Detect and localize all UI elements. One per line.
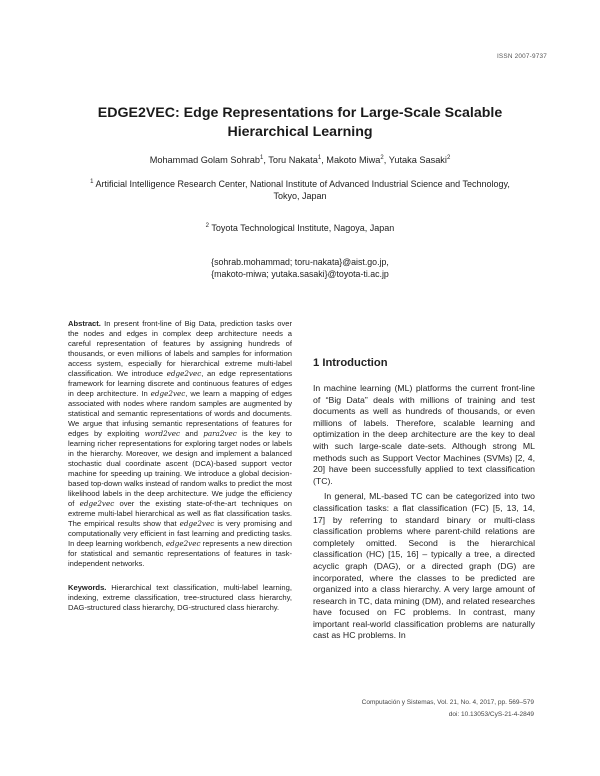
abstract-math: edge2vec <box>179 519 215 528</box>
doi: doi: 10.13053/CyS-21-4-2849 <box>448 711 534 718</box>
affiliation-mark: 2 <box>205 223 210 229</box>
abstract-text: , an edge representations framework for learning discrete and continuous features of edges in deep architecture. In <box>68 369 293 398</box>
author-list <box>60 152 540 166</box>
keywords <box>68 583 292 613</box>
author-name: Makoto Miwa <box>326 155 381 166</box>
abstract-text: is very promising and computationally very efficient in fast learning and predicting tasks. In deep learning workbench, <box>68 519 293 548</box>
intro-paragraph: In machine learning (ML) platforms the current front-line of “Big Data” deals with millions of training and test documents as well as hundreds of thousands, or even millions of labels. Therefore, scalable learning and optimization in the deep architecture are the key to deal with such large-scale date-sets. Although strong ML methods such as Support Vector Machines (SVMs) [2, 4, 20] have been successfully applied to text classification (TC). <box>313 383 535 486</box>
author-separator: , <box>383 155 389 166</box>
paper-title: EDGE2VEC: Edge Representations for Large-Scale Scalable Hierarchical Learning <box>97 105 503 140</box>
abstract-math: edge2vec <box>165 539 201 548</box>
author-affil-mark: 1 <box>260 155 264 161</box>
abstract-text: represents a new direction for statistical and semantic representations of features in task-independent networks. <box>68 539 292 568</box>
author-separator: , <box>321 155 327 166</box>
intro-paragraph: In general, ML-based TC can be categorized into two classification tasks: a flat classification (FC) [5, 13, 14, 17] by referring to standard binary or multi-class classification problems where parent-child relations are completely omitted. Second is the hierarchical classification (HC) [15, 16] – typically a tree, a directed acyclic graph (DAG), or a directed graph (DG) are incorporated, where the classes to be predicted are organized into a class hierarchy. A very large amount of research in TC, data mining (DM), and related researches have focused on FC problems. In contrast, many important real-world classification problems are naturally cast as HC problems. In <box>313 491 535 641</box>
abstract-text: over the existing state-of-the-art techniques on extreme multi-label hierarchical as well as flat classification tasks. The empirical results show that <box>68 499 292 528</box>
author-name: Toru Nakata <box>268 155 318 166</box>
keywords-label: Keywords. <box>68 583 107 592</box>
page-footer <box>0 697 534 721</box>
issn: ISSN 2007-9737 <box>496 53 547 60</box>
author-name: Mohammad Golam Sohrab <box>149 155 260 166</box>
email-block <box>80 257 520 280</box>
abstract-math: para2vec <box>203 429 237 438</box>
keywords-text: Hierarchical text classification, multi-label learning, indexing, extreme classification, tree-structured class hierarchy, DAG-structured class hierarchy, DG-structured class hierarchy. <box>68 583 292 612</box>
intro-body <box>313 383 535 642</box>
affiliation-text: Artificial Intelligence Research Center, National Institute of Advanced Industrial Science and Technology, Tokyo, Japan <box>95 179 510 201</box>
author-name: Yutaka Sasaki <box>388 155 447 166</box>
email-line: {makoto-miwa; yutaka.sasaki}@toyota-ti.ac.jp <box>211 268 389 279</box>
author-affil-mark: 1 <box>317 155 322 161</box>
abstract <box>68 319 292 569</box>
abstract-text: is the key to learning richer representations for exploring target nodes or labels in the hierarchy. Moreover, we design and implement a balanced stochastic dual coordinate ascent (DCA)-based support vector machine for speeding up training. We introduce a global decision-based top-down walks instead of random walks to predict the most likelihood labels in the deep architecture. We judge the efficiency of <box>68 429 293 508</box>
abstract-text: In present front-line of Big Data, prediction tasks over the nodes and edges in complex deep architecture needs a careful representation of features by assigning hundreds of thousands, or even millions of labels and samples for information access system, especially for hierarchical extreme multi-label classification. We introduce <box>68 319 292 378</box>
journal-citation: Computación y Sistemas, Vol. 21, No. 4, 2017, pp. 569–579 <box>361 699 534 706</box>
email-line: {sohrab.mohammad; toru-nakata}@aist.go.jp, <box>211 257 389 267</box>
author-affil-mark: 2 <box>446 155 451 161</box>
left-column <box>68 319 292 613</box>
abstract-math: edge2vec <box>79 499 115 508</box>
affiliation-1 <box>80 177 520 202</box>
author-separator: , <box>263 155 269 166</box>
abstract-text: and <box>180 429 204 438</box>
affiliation-text: Toyota Technological Institute, Nagoya, Japan <box>211 223 395 233</box>
abstract-text: , we learn a mapping of edges associated with nodes where random samples are augmented by statistical and semantic representations of words and documents. We argue that infusing semantic representations of features for edges by exploiting <box>68 389 292 438</box>
author-affil-mark: 2 <box>380 155 384 161</box>
abstract-math: edge2vec <box>150 389 186 398</box>
abstract-math: word2vec <box>144 429 181 438</box>
abstract-label: Abstract. <box>68 319 101 328</box>
abstract-math: edge2vec <box>166 369 202 378</box>
affiliation-2 <box>80 221 520 235</box>
section-heading: 1 Introduction <box>313 357 388 369</box>
affiliation-mark: 1 <box>90 179 94 185</box>
